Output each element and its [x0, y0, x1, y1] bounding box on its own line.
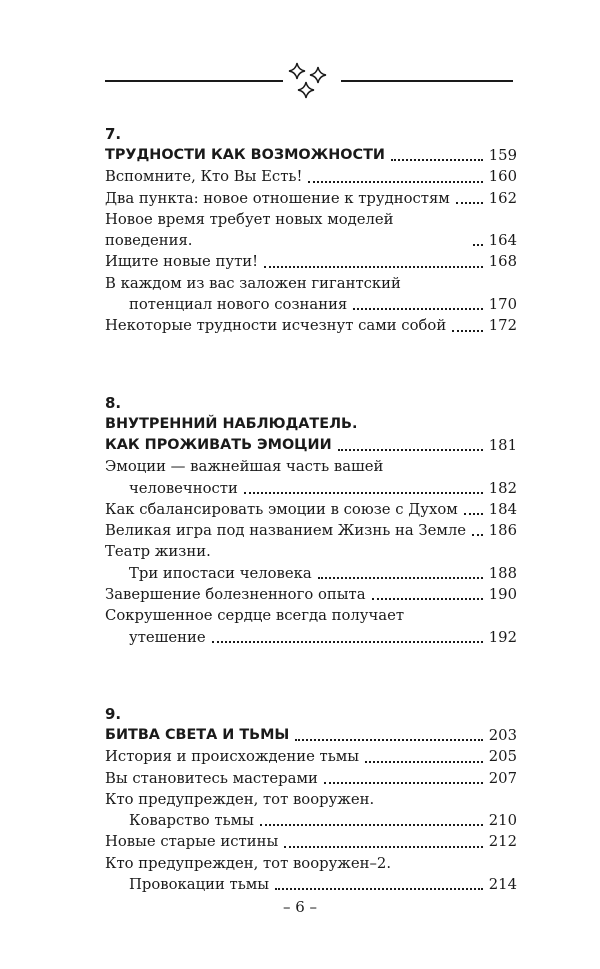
- toc-section-7: [105, 124, 517, 337]
- page-ref: 214: [488, 876, 517, 894]
- entry-title: Вспомните, Кто Вы Есть!: [105, 168, 303, 186]
- entry-title: Два пункта: новое отношение к трудностям: [105, 189, 450, 207]
- table-of-contents: [105, 124, 517, 895]
- page-ref: 192: [488, 628, 517, 646]
- page-ref: 181: [488, 436, 517, 454]
- toc-entry-line2: [105, 627, 517, 648]
- entry-title: Некоторые трудности исчезнут сами собой: [105, 317, 447, 335]
- divider-line-right: [341, 80, 513, 82]
- entry-title: потенциал нового сознания: [129, 296, 348, 314]
- toc-entry-line2: [105, 478, 517, 499]
- entry-title: Коварство тьмы: [129, 812, 254, 830]
- toc-entry-line2: [105, 810, 517, 831]
- toc-entry-line2: [105, 874, 517, 895]
- dot-leader: [212, 641, 483, 643]
- toc-entry[interactable]: [105, 188, 517, 209]
- section-number: 8.: [105, 393, 122, 412]
- page-ref: 188: [488, 564, 517, 582]
- section-heading-text: БИТВА СВЕТА И ТЬМЫ: [105, 726, 290, 743]
- page-ref: 184: [488, 500, 517, 518]
- section-heading[interactable]: [105, 435, 517, 456]
- entry-title-line1: В каждом из вас заложен гигантский: [105, 274, 401, 292]
- dot-leader: [275, 888, 483, 890]
- entry-title: Новое время требует новых моделей поведения.: [105, 210, 394, 250]
- page-ref: 182: [488, 479, 517, 497]
- divider-line-left: [105, 80, 283, 82]
- page-ref: 160: [488, 168, 517, 186]
- toc-entry-multiline[interactable]: [105, 853, 517, 896]
- dot-leader: [473, 244, 483, 246]
- dot-leader: [472, 534, 483, 536]
- entry-title: Великая игра под названием Жизнь на Земле: [105, 522, 467, 540]
- entry-title: Три ипостаси человека: [129, 564, 312, 582]
- toc-entry[interactable]: [105, 584, 517, 605]
- page-ref: 190: [488, 586, 517, 604]
- toc-entry[interactable]: [105, 251, 517, 272]
- toc-entry[interactable]: [105, 315, 517, 336]
- dot-leader: [244, 492, 483, 494]
- page-ref: 172: [488, 317, 517, 335]
- toc-entry-multiline[interactable]: [105, 456, 517, 499]
- page-ref: 207: [488, 769, 517, 787]
- dot-leader: [456, 202, 483, 204]
- dot-leader: [365, 761, 483, 763]
- dot-leader: [338, 449, 483, 451]
- entry-title: человечности: [129, 479, 238, 497]
- toc-entry-multiline[interactable]: [105, 789, 517, 832]
- dot-leader: [391, 159, 483, 161]
- toc-section-9: [105, 704, 517, 895]
- toc-entry[interactable]: [105, 209, 517, 252]
- toc-section-8: [105, 393, 517, 648]
- dot-leader: [308, 181, 482, 183]
- ornament-divider: [105, 58, 513, 102]
- entry-title-line1: Кто предупрежден, тот вооружен–2.: [105, 854, 392, 872]
- page-ref: 186: [488, 522, 517, 540]
- page-ref: 203: [488, 726, 517, 744]
- dot-leader: [353, 308, 482, 310]
- toc-entry[interactable]: [105, 520, 517, 541]
- toc-entry[interactable]: [105, 499, 517, 520]
- page-ref: 205: [488, 748, 517, 766]
- dot-leader: [318, 577, 483, 579]
- four-point-stars-icon: [285, 58, 335, 102]
- dot-leader: [295, 739, 482, 741]
- page-ref: 212: [488, 833, 517, 851]
- page-number: – 6 –: [282, 898, 318, 916]
- toc-entry[interactable]: [105, 746, 517, 767]
- toc-entry[interactable]: [105, 831, 517, 852]
- dot-leader: [372, 598, 483, 600]
- page-ref: 164: [488, 232, 517, 250]
- dot-leader: [264, 266, 483, 268]
- toc-entry-multiline[interactable]: [105, 605, 517, 648]
- dot-leader: [464, 513, 483, 515]
- section-heading-line1[interactable]: ВНУТРЕННИЙ НАБЛЮДАТЕЛЬ.: [105, 415, 358, 432]
- page-ref: 159: [488, 147, 517, 164]
- entry-title: История и происхождение тьмы: [105, 748, 360, 766]
- entry-title: Провокации тьмы: [129, 876, 270, 894]
- toc-entry[interactable]: [105, 166, 517, 187]
- toc-entry-multiline[interactable]: [105, 541, 517, 584]
- entry-title: Ищите новые пути!: [105, 253, 259, 271]
- section-heading[interactable]: [105, 725, 517, 746]
- dot-leader: [324, 782, 483, 784]
- dot-leader: [284, 846, 483, 848]
- entry-title-line1: Кто предупрежден, тот вооружен.: [105, 790, 375, 808]
- toc-entry-multiline[interactable]: [105, 273, 517, 316]
- toc-entry-line2: [105, 294, 517, 315]
- entry-title-line1: Театр жизни.: [105, 543, 211, 561]
- section-number: 7.: [105, 125, 122, 143]
- dot-leader: [260, 824, 483, 826]
- entry-title: Как сбалансировать эмоции в союзе с Духом: [105, 500, 458, 518]
- page-ref: 210: [488, 812, 517, 830]
- entry-title-line1: Сокрушенное сердце всегда получает: [105, 607, 405, 625]
- section-number: 9.: [105, 704, 122, 723]
- dot-leader: [452, 330, 483, 332]
- section-heading-text: КАК ПРОЖИВАТЬ ЭМОЦИИ: [105, 436, 332, 453]
- page-ref: 162: [488, 189, 517, 207]
- entry-title-line1: Эмоции — важнейшая часть вашей: [105, 458, 384, 476]
- page-ref: 168: [488, 253, 517, 271]
- section-heading-text: ТРУДНОСТИ КАК ВОЗМОЖНОСТИ: [105, 147, 385, 163]
- page-ref: 170: [488, 296, 517, 314]
- entry-title: Вы становитесь мастерами: [105, 769, 318, 787]
- entry-title: утешение: [129, 628, 206, 646]
- toc-entry-line2: [105, 563, 517, 584]
- toc-entry[interactable]: [105, 768, 517, 789]
- section-heading[interactable]: [105, 145, 517, 166]
- entry-title: Новые старые истины: [105, 833, 279, 851]
- entry-title: Завершение болезненного опыта: [105, 586, 366, 604]
